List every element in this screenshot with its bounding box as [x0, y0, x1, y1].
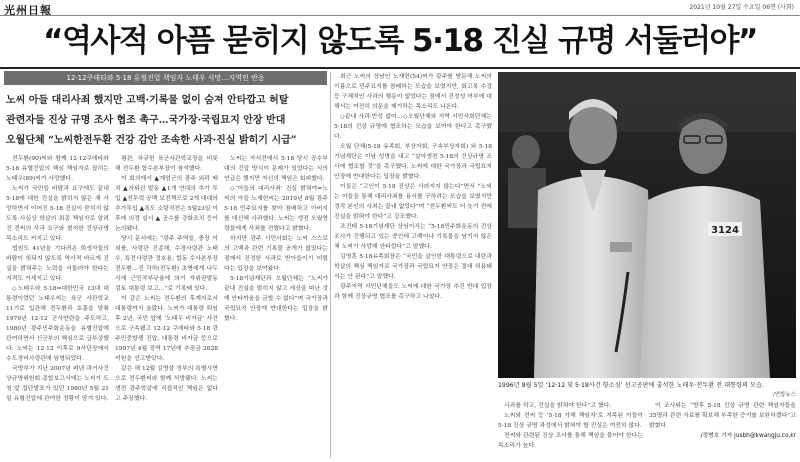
headline-rule [0, 67, 800, 69]
paragraph: 하지만 광주 시민사회는 노씨 스스로의 고백과 관련 기록물 공개가 없었다는 점에서 진정한 사과로 받아들이기 어렵다는 입장을 보여왔다. [224, 236, 328, 272]
article-column-3 [224, 154, 328, 458]
subheading-bar: 12·12쿠데타와 5·18 유혈진압 책임자 노태우 사망…지역민 반응 [4, 71, 327, 85]
paragraph: 오월 단체(5·18 유족회, 부상자회, 구속부상자회) 와 5·18기념재단은 이날 성명을 내고 “살아생전 5·18의 진상규명 조사에 협조할 것”을 촉구했다. 노씨에 대한 국가장과 국립묘지 안장에 반대한다는 입장을 밝혔다. [334, 144, 492, 180]
deck-line: 오월단체 “노씨한전두환 건강 감안 조속한 사과·진실 밝히기 시급” [6, 135, 297, 146]
paragraph: 김영훈 5·18유족회장은 “국민을 살인한 대통령으로 내란과 학살의 핵심 책임자로 국가장과 국립묘지 안장은 절대 허용돼서는 안 된다”고 말했다. [334, 254, 492, 280]
article-column-5 [498, 401, 643, 458]
paragraph: 최근 노씨의 장남인 노재헌(54)씨가 광주를 방문해 노씨의 이름으로 민주묘지를 참배하는 모습을 보였지만, 회고록 수정 등 구체적인 사과의 행동이 없었다는 점에서 진정성 여부에 대해서는 여전히 의문을 제기하는 목소리도 나온다. [334, 74, 492, 110]
prisoner-number-badge: 3124 [711, 225, 739, 236]
headline: “역사적 아픔 묻히지 않도록 5·18 진실 규명 서둘러야” [43, 23, 757, 59]
paragraph: 전두환(90)씨와 함께 12·12쿠데타와 5·18 유혈진압의 핵심 책임자로 꼽히는 노태우(89)씨가 사망했다. [6, 156, 109, 182]
paragraph: 5·18기념재단과 오월단체는 “노씨가 끝내 진실을 밝히지 않고 세상을 떠난 것에 안타까움을 금할 수 없다”며 국가장과 국립묘지 안장에 반대한다는 입장을 밝혔다. [224, 276, 328, 322]
paragraph: 법원도 41년을 기다려온 희생자들의 바람이 헛되지 않도록 역사적 바르게 진실을 밝혀주는 노력을 서둘러야 한다는 지적도 거세지고 있다. [6, 246, 109, 282]
paragraph: 광주지역 시민단체들도 노씨에 대한 국가장 추진 반대 입장과 함께 진상규명 협조를 촉구하고 나섰다. [334, 284, 492, 300]
dateline: 2021년 10월 27일 수요일 06면 (사회) [689, 4, 794, 11]
paragraph: 평관, 차규헌 육군사관학교장을 비롯해 전두환 합수본부장이 참석했다. [115, 156, 218, 172]
article-column-4 [334, 72, 492, 458]
deck-line: 노씨 아들 대리사죄 했지만 고백·기록물 없이 숨져 안타깝고 허탈 [6, 95, 289, 106]
paragraph: 당시 문서에는 “광주 주역들, 충장 이외를, 사령관 진종채, 수경사령관 노태우, 특전사령관 정호용, 합동 수사본부장 전두환…전 각하(전두환) 초병에게 나두 시에 근민작부규율에 의거 자위권발동 검토 대통령 보고…”로 기록돼 있다. [115, 236, 218, 292]
deck-headlines [6, 91, 328, 151]
masthead: 光州日報 [4, 4, 52, 17]
paragraph: ◇‘아들의 대리사죄’ 진실 밝혀야=노씨의 아들 노재헌씨는 2019년 8월 광주 5·18 민주묘지를 찾아 참배하고 아버지를 대신해 사과했다. 노씨는 생전 오월영령들에게 사죄를 전했다고 밝혔다. [224, 186, 328, 232]
paragraph: 같은 해 12월 김영삼 정부의 특별사면으로 전두환씨와 함께 석방됐다. 노씨는 생전 광주학살에 직접적인 책임은 없다고 주장했다. [115, 366, 218, 402]
photo-caption: 1996년 8월 5일 ‘12·12 및 5·18사건 항소심’ 선고공판에 출석한 노태우·전두환 전 대통령의 모습. [498, 382, 764, 389]
deck-line: 관련자들 진상 규명 조사 협조 촉구…국가장·국립묘지 안장 반대 [6, 115, 286, 126]
byline: /정병호 기자 jusbh@kwangju.co.kr [700, 433, 796, 439]
paragraph: 이 회의에서 ▲계엄군의 광주 외곽 배치 ▲자위권 발동 ▲1개 연대의 추가 투입 ▲전투력 공백 보전책으로 2개 대대의 추가투입 ▲폭도 소탕작전은 5월23일 이후에 의정 실시 ▲ 공수를 강화조치 등이 논의됐다. [115, 176, 218, 232]
paragraph: 이 조사위는 “향후 5·18 진상 규명 관련 책임자들을 35명과 관련 자료를 확보해 부족한 증거를 보완하겠다”고 밝혔다. [649, 403, 796, 429]
paragraph: ◇노태우와 5·18=대한민국 13대 대통령이었던 노태우씨는 육군 사관학교 11기로 입관해 전두환과 호흡을 맞춰 1979년 12·12 군사반란을 주도하고, 1980년 광주민주화운동을 유혈진압에 관여하면서 신군부의 핵심으로 급부상했다. 노씨는 12·12 이후로 9사단장에서 수도경비사령관에 임명되었다. [6, 286, 109, 362]
paragraph: 조진태 5·18기념재단 상임이사는 “5·18민주화운동의 진상조사가 진행되고 있는 중인데 고백이나 기록물을 남기지 않은 채 노씨가 사망해 안타깝다”고 말했다. [334, 224, 492, 250]
paragraph: 이 같은 노씨는 전두환의 후계자로서 대통령까지 올랐다. 노씨가 대통령 퇴임 후 2년, 국민 앞에 ‘노태우 비자금’ 사건으로 구속됐고 12·12 쿠데타와 5·18 광주민중항쟁 진압, 대통령 비자금 등으로 1997년 4월 징역 17년에 추징금 2628억원을 선고받았다. [115, 296, 218, 362]
paragraph: 이들은 “고인이 5·18 진상은 사라지지 않는다”면서 “노씨는 아들을 통해 대리사죄를 용서를 구하려는 모습을 보였지만 정작 본인의 사죄는 끝내 없었다”며 “전두환씨도 더 늦기 전에 진실을 밝혀야 한다”고 강조했다. [334, 184, 492, 220]
news-photo [498, 72, 796, 378]
article-column-2 [115, 154, 218, 458]
paragraph: ◇끝내 사과·반성 없어…◇오월단체와 지역 시민사회단체는 5·18의 진상 규명에 협조하는 모습을 보여야 한다고 촉구했다. [334, 114, 492, 140]
paragraph: 노씨는 자서전에서 5·18 당시 공수부대의 진압 방식이 문제가 있었다는 식의 언급은 했지만 자신의 책임은 회피했다. [224, 156, 328, 182]
paragraph: 노씨가 국민들 바람과 요구에도 끝내 5·18에 대한 진실을 밝히지 않은 채 사망하면서 이어진 5·18 진실이 묻히지 않도록 사실상 학살의 최종 책임자로 알려진 전씨의 사과 요구와 철저한 진상규명 목소리도 커지고 있다. [6, 186, 109, 242]
photo-credit: /연합뉴스 [772, 392, 796, 398]
photo-illustration [498, 72, 796, 378]
article-column-1 [6, 154, 109, 458]
paragraph: 사과를 하고, 진실을 밝혀야 한다”고 했다. [504, 403, 612, 409]
article-column-6 [649, 401, 796, 458]
paragraph: 노씨와 전씨 등 ‘5·18 가해 책임자’로 지목된 이들이 5·18 진상 규명 과정에서 밝혀야 할 진실은 여전히 많다. [498, 413, 643, 429]
paragraph: 국방부가 지난 2007년 펴낸 과거사진상규명위원회 종합보고서에는 노씨가 도청 앞 집단발포가 있던 1980년 5월 21일 유혈진압에 관여한 정황이 담겨 있다. [6, 366, 109, 402]
paragraph: 전씨와 관련된 진상 조사를 통해 책임을 물어야 한다는 목소리가 높다. [498, 433, 643, 449]
column-divider [330, 72, 331, 458]
